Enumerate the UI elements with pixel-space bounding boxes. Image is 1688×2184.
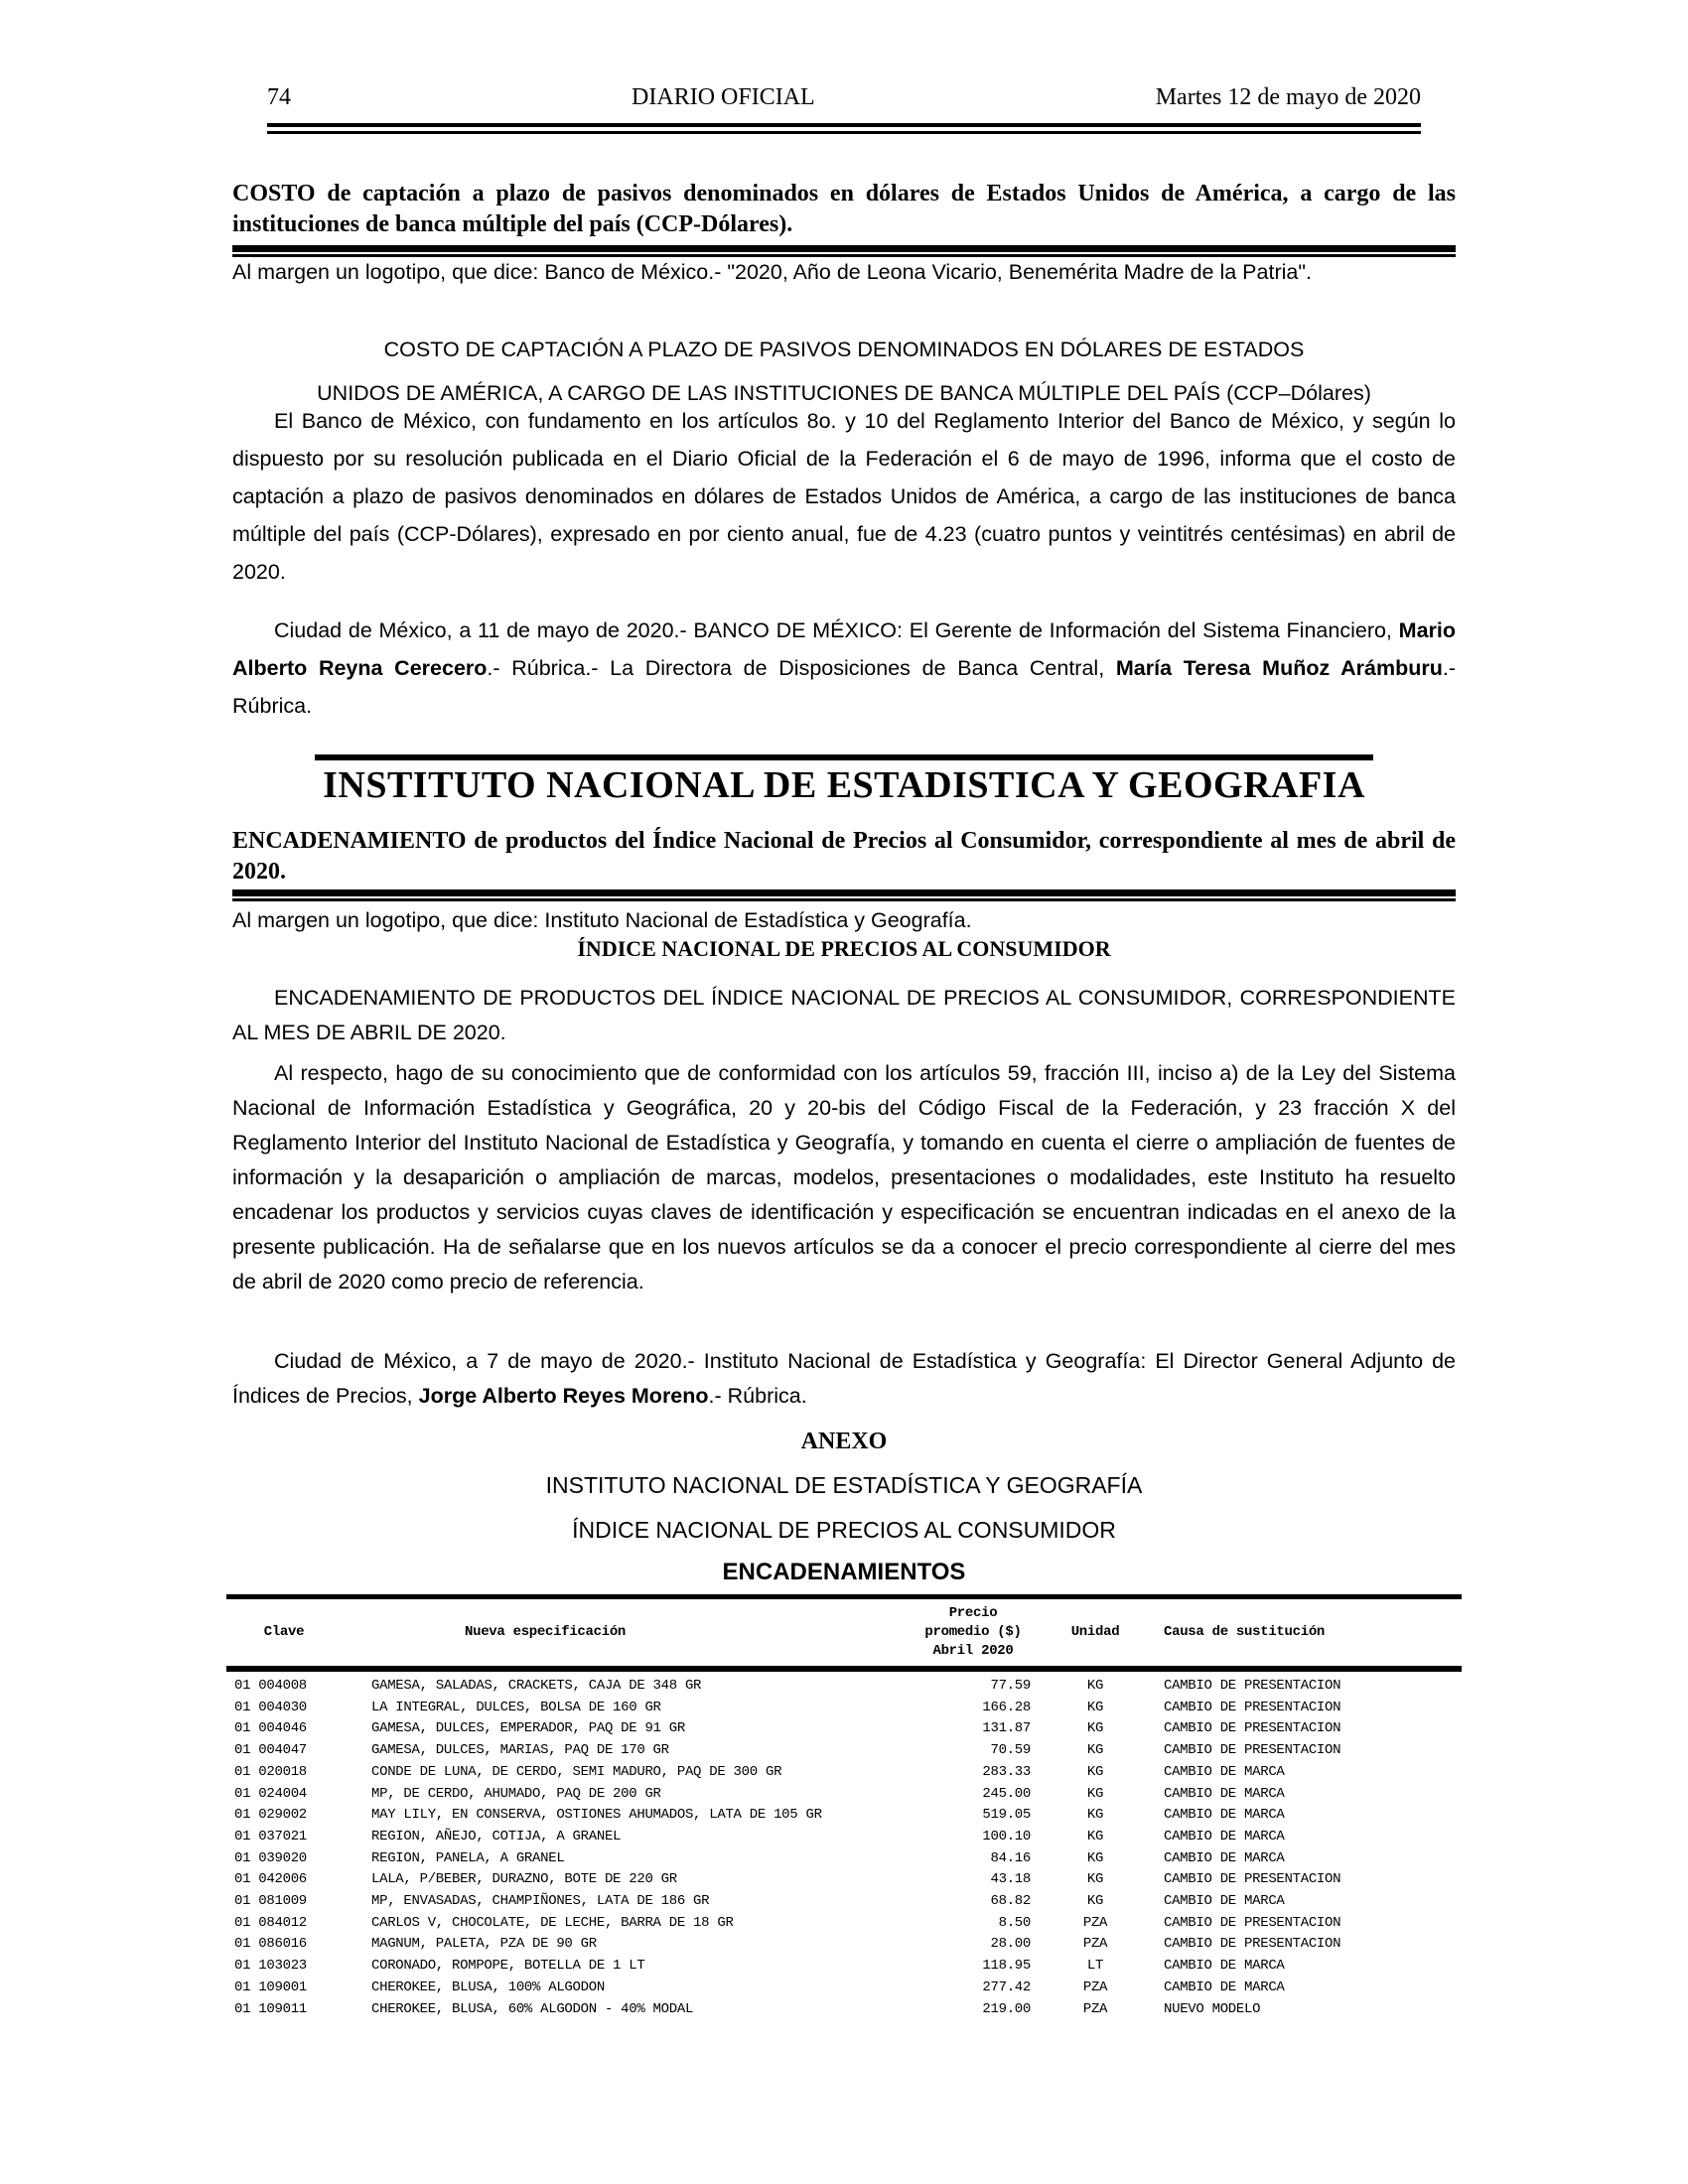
issue-date: Martes 12 de mayo de 2020 [1155,84,1421,110]
anexo-title: ANEXO [800,1429,888,1454]
cell-unidad: KG [1086,1699,1104,1715]
cell-unidad: PZA [1082,2000,1108,2017]
cell-unidad: KG [1086,1785,1104,1802]
cell-clave: 01 004047 [234,1742,307,1759]
inpc-heading: ÍNDICE NACIONAL DE PRECIOS AL CONSUMIDOR [577,936,1111,961]
cell-precio: 77.59 [990,1678,1031,1694]
cell-especificacion: CORONADO, ROMPOPE, BOTELLA DE 1 LT [371,1958,645,1975]
cell-unidad: KG [1086,1807,1104,1824]
encadenamientos-table [226,1594,1462,2020]
banxico-body-paragraph: El Banco de México, con fundamento en los artículos 8o. y 10 del Reglamento Interior del Banco de México, y según lo dispuesto por su resolución publicada en el Diario Oficial de la Federación el 6 de mayo de 1996, informa que el costo de captación a plazo de pasivos denominados en dólares de Estados Unidos de América, a cargo de las instituciones de banca múltiple del país (CCP-Dólares), expresado en por ciento anual, fue de 4.23 (cuatro puntos y veintitrés centésimas) en abril de 2020. [232,409,1456,584]
cell-precio: 68.82 [990,1893,1031,1910]
header-double-rule [267,123,1421,134]
cell-especificacion: GAMESA, SALADAS, CRACKETS, CAJA DE 348 GR [371,1678,702,1694]
cell-clave: 01 084012 [234,1914,307,1931]
table-row [226,1934,1462,1956]
table-row [226,1848,1462,1870]
table-row [226,1999,1462,2021]
cell-causa: CAMBIO DE MARCA [1164,1828,1285,1844]
cell-especificacion: LA INTEGRAL, DULCES, BOLSA DE 160 GR [371,1699,661,1715]
cell-unidad: KG [1086,1828,1104,1844]
table-row [226,1698,1462,1719]
column-header-clave: Clave [263,1624,305,1640]
table-row [226,1805,1462,1827]
table-body [226,1672,1462,2020]
cell-clave: 01 020018 [234,1763,307,1780]
cell-precio: 84.16 [990,1849,1031,1866]
cell-clave: 01 109001 [234,1979,307,1995]
table-row [226,1956,1462,1978]
cell-clave: 01 081009 [234,1893,307,1910]
cell-precio: 166.28 [982,1699,1031,1715]
table-row [226,1740,1462,1762]
cell-causa: CAMBIO DE MARCA [1164,1763,1285,1780]
column-header-especificacion: Nueva especificación [465,1624,627,1640]
cell-especificacion: GAMESA, DULCES, MARIAS, PAQ DE 170 GR [371,1742,669,1759]
table-row [226,1784,1462,1806]
cell-especificacion: MP, ENVASADAS, CHAMPIÑONES, LATA DE 186 GR [371,1893,710,1910]
signature-text: Ciudad de México, a 11 de mayo de 2020.- BANCO DE MÉXICO: El Gerente de Información del Sistema Financiero, [274,618,1399,642]
cell-precio: 118.95 [982,1958,1031,1975]
signatory-name: Jorge Alberto Reyes Moreno [418,1384,709,1408]
column-header-causa: Causa de sustitución [1164,1624,1326,1640]
cell-clave: 01 037021 [234,1828,307,1844]
banxico-al-margen-note: Al margen un logotipo, que dice: Banco de México.- "2020, Año de Leona Vicario, Benemérita Madre de la Patria". [232,260,1312,284]
signature-text: .- Rúbrica.- La Directora de Disposiciones de Banca Central, [487,656,1116,680]
inegi-body-paragraph: Al respecto, hago de su conocimiento que de conformidad con los artículos 59, fracción III, inciso a) de la Ley del Sistema Nacional de Información Estadística y Geográfica, 20 y 20-bis del Código Fiscal de la Federación, y 23 fracción X del Reglamento Interior del Instituto Nacional de Estadística y Geografía, y tomando en cuenta el cierre o ampliación de fuentes de información y la desaparición o ampliación de marcas, modelos, presentaciones o modalidades, este Instituto ha resuelto encadenar los productos y servicios cuyas claves de identificación y especificación se encuentran indicadas en el anexo de la presente publicación. Ha de señalarse que en los nuevos artículos se da a conocer el precio correspondiente al cierre del mes de abril de 2020 como precio de referencia. [232,1061,1456,1294]
cell-precio: 131.87 [982,1720,1031,1737]
cell-especificacion: MAY LILY, EN CONSERVA, OSTIONES AHUMADOS, LATA DE 105 GR [371,1807,822,1824]
table-row [226,1913,1462,1935]
cell-especificacion: MAGNUM, PALETA, PZA DE 90 GR [371,1936,597,1953]
cell-clave: 01 109011 [234,2000,307,2017]
cell-causa: CAMBIO DE MARCA [1164,1958,1285,1975]
cell-unidad: KG [1086,1849,1104,1866]
column-header-unidad: Unidad [1070,1624,1120,1640]
cell-clave: 01 086016 [234,1936,307,1953]
banxico-heading-line2: UNIDOS DE AMÉRICA, A CARGO DE LAS INSTITUCIONES DE BANCA MÚLTIPLE DEL PAÍS (CCP–Dólares) [317,381,1371,405]
cell-especificacion: CARLOS V, CHOCOLATE, DE LECHE, BARRA DE 18 GR [371,1914,734,1931]
inegi-al-margen-note: Al margen un logotipo, que dice: Instituto Nacional de Estadística y Geografía. [232,908,972,932]
cell-precio: 8.50 [998,1914,1031,1931]
cell-causa: CAMBIO DE MARCA [1164,1849,1285,1866]
cell-unidad: PZA [1082,1979,1108,1995]
cell-especificacion: GAMESA, DULCES, EMPERADOR, PAQ DE 91 GR [371,1720,685,1737]
cell-causa: CAMBIO DE PRESENTACION [1164,1678,1341,1694]
inegi-title-rule [232,889,1456,901]
precio-header-line1: Precio [948,1605,998,1621]
cell-precio: 28.00 [990,1936,1031,1953]
cell-especificacion: CHEROKEE, BLUSA, 100% ALGODON [371,1979,605,1995]
cell-especificacion: LALA, P/BEBER, DURAZNO, BOTE DE 220 GR [371,1871,677,1888]
cell-unidad: PZA [1082,1936,1108,1953]
cell-precio: 70.59 [990,1742,1031,1759]
page-header [267,83,1421,134]
cell-causa: CAMBIO DE MARCA [1164,1785,1285,1802]
signature-text: .- Rúbrica. [232,656,1456,718]
cell-unidad: KG [1086,1742,1104,1759]
cell-especificacion: REGION, AÑEJO, COTIJA, A GRANEL [371,1828,622,1844]
cell-precio: 519.05 [982,1807,1031,1824]
cell-causa: CAMBIO DE PRESENTACION [1164,1699,1341,1715]
cell-especificacion: REGION, PANELA, A GRANEL [371,1849,565,1866]
table-row [226,1762,1462,1784]
section-divider-rule [315,754,1373,760]
table-header-row [226,1599,1462,1666]
cell-precio: 100.10 [982,1828,1031,1844]
cell-causa: CAMBIO DE PRESENTACION [1164,1742,1341,1759]
signature-text: Ciudad de México, a 7 de mayo de 2020.- Instituto Nacional de Estadística y Geografía: El Director General Adjunto de Índices de Precios, [232,1349,1456,1408]
cell-precio: 277.42 [982,1979,1031,1995]
cell-clave: 01 004046 [234,1720,307,1737]
cell-unidad: LT [1086,1958,1104,1975]
cell-clave: 01 004008 [234,1678,307,1694]
table-row [226,1891,1462,1913]
column-header-precio [882,1604,1041,1661]
cell-unidad: KG [1086,1893,1104,1910]
cell-precio: 43.18 [990,1871,1031,1888]
cell-causa: CAMBIO DE MARCA [1164,1893,1285,1910]
cell-clave: 01 042006 [234,1871,307,1888]
banxico-heading-line1: COSTO DE CAPTACIÓN A PLAZO DE PASIVOS DENOMINADOS EN DÓLARES DE ESTADOS [383,338,1305,361]
cell-causa: CAMBIO DE PRESENTACION [1164,1871,1341,1888]
signature-text: .- Rúbrica. [708,1384,807,1408]
cell-clave: 01 029002 [234,1807,307,1824]
publication-title: DIARIO OFICIAL [632,84,815,110]
cell-unidad: KG [1086,1763,1104,1780]
signatory-name: Mario Alberto Reyna Cerecero [232,618,1456,680]
cell-clave: 01 024004 [234,1785,307,1802]
cell-precio: 245.00 [982,1785,1031,1802]
precio-header-line3: Abril 2020 [932,1643,1014,1659]
cell-especificacion: CHEROKEE, BLUSA, 60% ALGODON - 40% MODAL [371,2000,694,2017]
cell-causa: CAMBIO DE PRESENTACION [1164,1936,1341,1953]
banxico-signature-paragraph [232,612,1456,725]
page-number: 74 [267,84,291,110]
signatory-name: María Teresa Muñoz Arámburu [1115,656,1443,680]
table-row [226,1718,1462,1740]
header-row [267,83,1421,111]
cell-causa: CAMBIO DE PRESENTACION [1164,1914,1341,1931]
cell-especificacion: MP, DE CERDO, AHUMADO, PAQ DE 200 GR [371,1785,661,1802]
table-row [226,1676,1462,1698]
table-row [226,1978,1462,1999]
cell-unidad: KG [1086,1871,1104,1888]
anexo-institution-line: INSTITUTO NACIONAL DE ESTADÍSTICA Y GEOGRAFÍA [545,1472,1143,1498]
cell-causa: NUEVO MODELO [1164,2000,1261,2017]
inegi-signature-paragraph [232,1344,1456,1414]
institution-name: INSTITUTO NACIONAL DE ESTADISTICA Y GEOGRAFIA [323,764,1365,806]
cell-especificacion: CONDE DE LUNA, DE CERDO, SEMI MADURO, PAQ DE 300 GR [371,1763,782,1780]
cell-unidad: PZA [1082,1914,1108,1931]
banxico-decree-title: COSTO de captación a plazo de pasivos denominados en dólares de Estados Unidos de América, a cargo de las instituciones de banca múltiple del país (CCP-Dólares). [232,181,1456,237]
cell-clave: 01 004030 [234,1699,307,1715]
cell-causa: CAMBIO DE MARCA [1164,1807,1285,1824]
cell-unidad: KG [1086,1678,1104,1694]
cell-unidad: KG [1086,1720,1104,1737]
table-row [226,1827,1462,1848]
anexo-encadenamientos-heading: ENCADENAMIENTOS [722,1559,966,1585]
cell-causa: CAMBIO DE MARCA [1164,1979,1285,1995]
cell-causa: CAMBIO DE PRESENTACION [1164,1720,1341,1737]
precio-header-line2: promedio ($) [924,1624,1022,1640]
table-row [226,1869,1462,1891]
cell-precio: 219.00 [982,2000,1031,2017]
cell-clave: 01 039020 [234,1849,307,1866]
cell-precio: 283.33 [982,1763,1031,1780]
inegi-decree-title: ENCADENAMIENTO de productos del Índice Nacional de Precios al Consumidor, correspondiente al mes de abril de 2020. [232,828,1456,885]
cell-clave: 01 103023 [234,1958,307,1975]
inegi-paragraph-encadenamiento: ENCADENAMIENTO DE PRODUCTOS DEL ÍNDICE NACIONAL DE PRECIOS AL CONSUMIDOR, CORRESPONDIENTE AL MES DE ABRIL DE 2020. [232,986,1456,1044]
anexo-inpc-line: ÍNDICE NACIONAL DE PRECIOS AL CONSUMIDOR [572,1517,1116,1543]
